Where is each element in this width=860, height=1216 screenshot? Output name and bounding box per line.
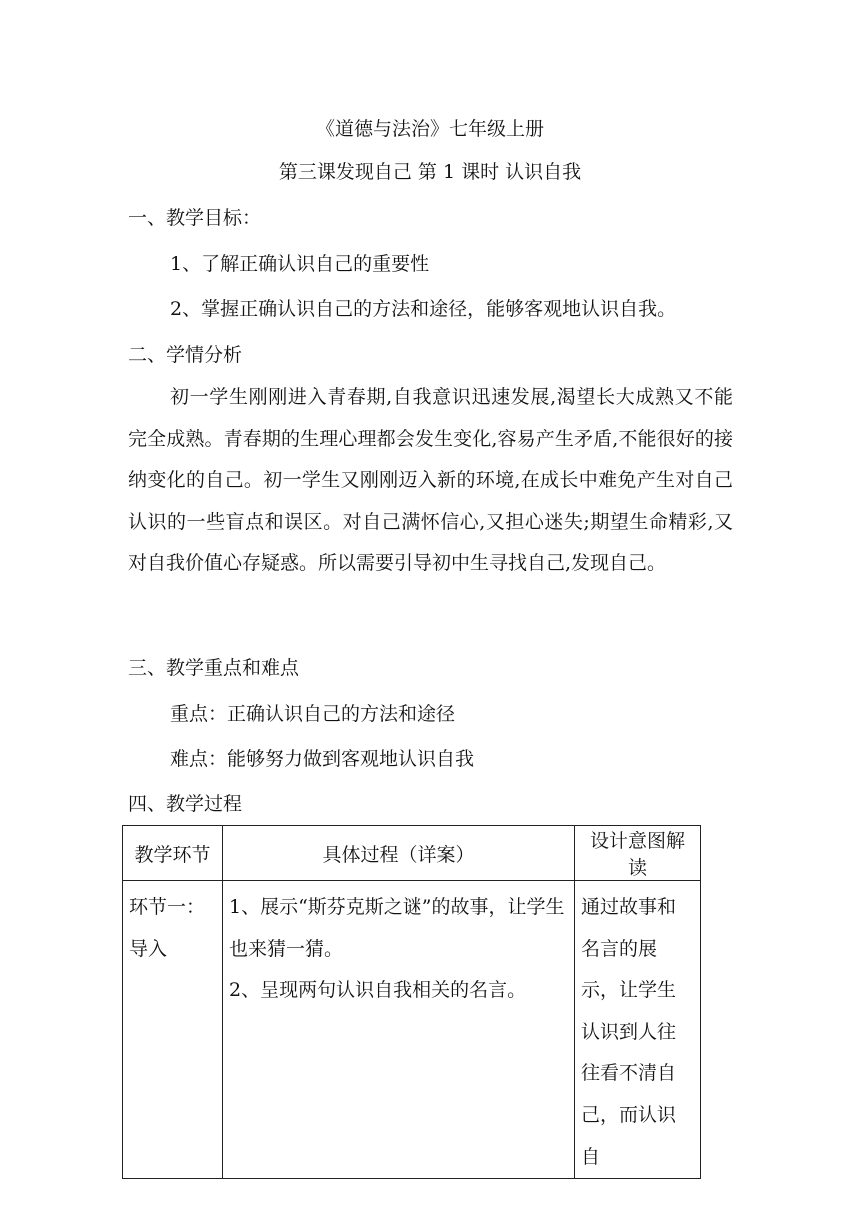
teaching-process-table — [122, 825, 701, 1179]
intent-cell — [575, 881, 701, 1179]
intent-text: 通过故事和名言的展示，让学生认识到人往往看不清自己，而认识自 — [581, 896, 677, 1168]
table-header-cell: 教学环节 — [123, 826, 223, 881]
section-heading-key-points: 三、教学重点和难点 — [128, 657, 300, 679]
stage-text: 环节一：导入 — [129, 896, 206, 960]
difficulty-point: 难点：能够努力做到客观地认识自我 — [170, 748, 475, 770]
section-heading-objectives: 一、教学目标： — [128, 207, 262, 229]
table-row — [123, 881, 701, 1179]
objective-item-1: 1、了解正确认识自己的重要性 — [170, 253, 430, 275]
process-cell — [223, 881, 575, 1179]
section-heading-analysis: 二、学情分析 — [128, 344, 243, 366]
table-header-row — [123, 826, 701, 881]
key-point: 重点：正确认识自己的方法和途径 — [170, 703, 456, 725]
stage-cell — [123, 881, 223, 1179]
document-title: 《道德与法治》七年级上册 — [315, 118, 544, 140]
analysis-paragraph: 初一学生刚刚进入青春期,自我意识迅速发展,渴望长大成熟又不能完全成熟。青春期的生理心理都会发生变化,容易产生矛盾,不能很好的接纳变化的自己。初一学生又刚刚迈入新的环境,在成长中难免产生对自己认识的一些盲点和误区。对自己满怀信心,又担心迷失;期望生命精彩,又对自我价值心存疑惑。所以需要引导初中生寻找自己,发现自己。 — [128, 386, 733, 575]
process-step-1: 1、展示“斯芬克斯之谜”的故事，让学生也来猜一猜。 — [229, 896, 565, 960]
process-step-2: 2、呈现两句认识自我相关的名言。 — [229, 979, 527, 1002]
table-header-cell: 设计意图解读 — [575, 826, 701, 881]
section-heading-process: 四、教学过程 — [128, 793, 243, 815]
document-subtitle: 第三课发现自己 第 1 课时 认识自我 — [278, 161, 582, 183]
table-header-cell: 具体过程（详案） — [223, 826, 575, 881]
objective-item-2: 2、掌握正确认识自己的方法和途径，能够客观地认识自我。 — [170, 298, 677, 320]
